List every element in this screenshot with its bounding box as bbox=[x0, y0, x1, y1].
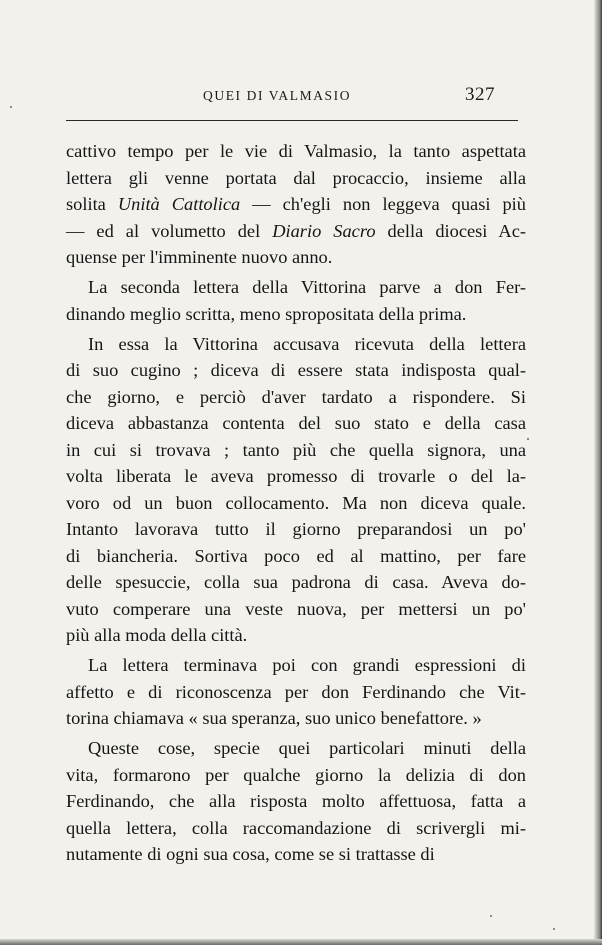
paragraph bbox=[66, 331, 526, 649]
text-line: di biancheria. Sortiva poco ed al mattino, per fare bbox=[66, 545, 526, 566]
text-line: — ed al volumetto del Diario Sacro della diocesi Ac- bbox=[66, 220, 527, 241]
text-line: vuto comperare una veste nuova, per mettersi un po' bbox=[66, 598, 526, 619]
text-line: Intanto lavorava tutto il giorno preparandosi un po' bbox=[66, 519, 526, 539]
page-number: 327 bbox=[465, 84, 495, 105]
text-line: che giorno, e perciò d'aver tardato a rispondere. Si bbox=[66, 386, 526, 407]
text-line: La lettera terminava poi con grandi espressioni di bbox=[88, 655, 526, 675]
text-line: quense per l'imminente nuovo anno. bbox=[66, 247, 333, 267]
text-line: più alla moda della città. bbox=[66, 625, 248, 645]
text-line: di suo cugino ; diceva di essere stata indisposta qual- bbox=[66, 360, 526, 380]
running-title: QUEI DI VALMASIO bbox=[203, 88, 352, 103]
text-line: volta liberata le aveva promesso di trovarle o del la- bbox=[66, 466, 526, 486]
header-rule bbox=[66, 120, 518, 121]
text-line: Ferdinando, che alla risposta molto affettuosa, fatta a bbox=[66, 791, 526, 811]
text-line: in cui si trovava ; tanto più che quella signora, una bbox=[66, 439, 526, 460]
text-line: nutamente di ogni sua cosa, come se si trattasse di bbox=[66, 844, 435, 864]
text-line: La seconda lettera della Vittorina parve a don Fer- bbox=[88, 277, 526, 297]
text-line: solita Unità Cattolica — ch'egli non leggeva quasi più bbox=[66, 194, 526, 214]
text-line: vita, formarono per qualche giorno la delizia di don bbox=[66, 764, 526, 785]
text-line: affetto e di riconoscenza per don Ferdinando che Vit- bbox=[66, 681, 526, 702]
italic-title: Unità Cattolica bbox=[117, 194, 241, 214]
text-line: lettera gli venne portata dal procaccio, insieme alla bbox=[66, 167, 526, 188]
text-line: delle spesuccie, colla sua padrona di casa. Aveva do- bbox=[66, 572, 526, 592]
text-line: diceva abbastanza contenta del suo stato e della casa bbox=[66, 413, 526, 433]
text-line: voro od un buon collocamento. Ma non diceva quale. bbox=[66, 492, 526, 513]
text-line: In essa la Vittorina accusava ricevuta della lettera bbox=[88, 333, 526, 354]
paragraph bbox=[66, 652, 526, 732]
paragraph bbox=[66, 274, 526, 327]
text-line: cattivo tempo per le vie di Valmasio, la tanto aspettata bbox=[66, 141, 526, 161]
text-line: Queste cose, specie quei particolari minuti della bbox=[88, 738, 526, 758]
paper-speck bbox=[490, 915, 492, 917]
body-text bbox=[66, 138, 526, 868]
text-line: dinando meglio scritta, meno spropositata della prima. bbox=[66, 303, 467, 324]
page-edge-shadow bbox=[594, 0, 602, 945]
paper-speck bbox=[553, 928, 555, 930]
paper-speck bbox=[527, 438, 529, 440]
text-line: torina chiamava « sua speranza, suo unico benefattore. » bbox=[66, 708, 482, 728]
italic-title: Diario Sacro bbox=[272, 220, 376, 241]
text-line: quella lettera, colla raccomandazione di scrivergli mi- bbox=[66, 817, 526, 838]
paper-speck bbox=[10, 106, 12, 108]
paragraph bbox=[66, 138, 526, 271]
page-bottom-shadow bbox=[0, 939, 602, 945]
paragraph bbox=[66, 735, 526, 868]
